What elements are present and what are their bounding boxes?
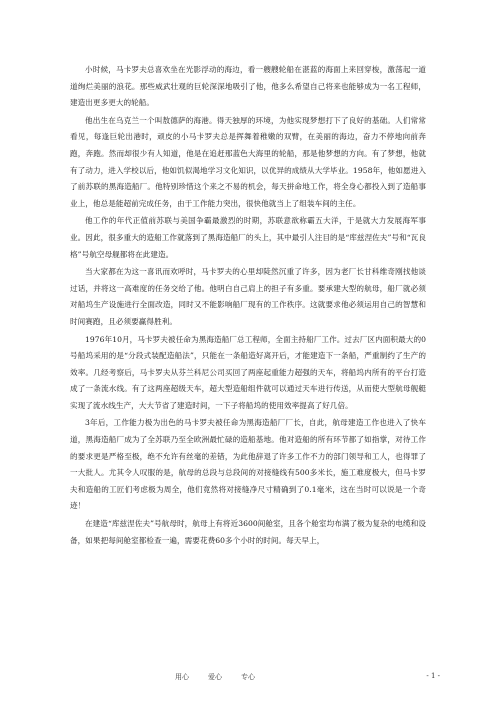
paragraph-6: 3年后，工作能力极为出色的马卡罗夫被任命为黑海造船厂厂长，自此，航母建造工作也进入了快车道，黑海造船厂成为了全苏联乃至全欧洲最忙碌的造船基地。他对造船的所有环节都了如指掌，对待工作的要求更是严格至极，绝不允许有丝毫的差错，为此他辞退了许多工作不力的部门领导和工人，也得罪了一大批人。尤其令人叹服的是，航母的总段与总段间的对接缝线有500多米长，施工难度极大，但马卡罗夫和造船的工匠们考虑极为周全，他们竟然将对接缝净尺寸精确到了0.1毫米，这在当时可以说是一个奇迹！ <box>70 418 426 511</box>
footer-word-1: 用心 <box>175 673 189 681</box>
footer-word-3: 专心 <box>241 673 255 681</box>
paragraph-2: 他出生在乌克兰一个叫敖德萨的海港。得天独厚的环境，为他实现梦想打下了良好的基础。人们常常看见，每逢巨轮出港时，顽皮的小马卡罗夫总是挥舞着稚嫩的双臂，在美丽的海边，奋力不停地向前奔跑，奔跑。然而却很少有人知道，他是在追赶那蓝色大海里的轮船，那是他梦想的方向。有了梦想，他就有了动力，进入学校以后，他如饥似渴地学习文化知识，以优异的成绩从大学毕业。1958年，他如愿进入了前苏联的黑海造船厂。他特别珍惜这个来之不易的机会，每天拼命地工作，将全身心都投入到了造船事业上，他总是能超前完成任务，由于工作能力突出，很快他就当上了组装车间的主任。 <box>70 115 426 208</box>
paragraph-7: 在建造“库兹涅佐夫”号航母时，航母上有将近3600间舱室，且各个舱室均布满了极为复杂的电缆和设备，如果把每间舱室都检查一遍，需要花费60多个小时的时间。每天早上， <box>70 519 426 545</box>
paragraph-3: 他工作的年代正值前苏联与美国争霸最激烈的时期，苏联意欲称霸五大洋，于是就大力发展海军事业。因此，很多重大的造船工作就落到了黑海造船厂的头上，其中最引人注目的是“库兹涅佐夫”号和“瓦良格”号航空母舰都将在此建造。 <box>70 216 426 259</box>
paragraph-4: 当大家都在为这一喜讯而欢呼时，马卡罗夫的心里却陡然沉重了许多，因为老厂长甘科维奇刚找他谈过话，并将这一高难度的任务交给了他。他明白自己肩上的担子有多重。要承建大型的航母，船厂就必须对船坞生产设施进行全面改造，同时又不能影响船厂现有的工作秩序。这就要求他必须运用自己的智慧和时间赛跑，且必须要赢得胜利。 <box>70 267 426 326</box>
paragraph-5: 1976年10月，马卡罗夫被任命为黑海造船厂总工程师，全面主持船厂工作。过去厂区内面积最大的0号船坞采用的是“分段式装配造船法”，只能在一条船造好离开后，才能建造下一条船，严重制约了生产的效率。几经考察后，马卡罗夫从芬兰科尼公司买回了两座起重能力超强的天车，将船坞内所有的平台打造成了一条流水线。有了这两座超级天车，超大型造船组件就可以通过天车进行传送，从而使大型航母舰艇实现了流水线生产，大大节省了建造时间，一下子将船坞的使用效率提高了好几倍。 <box>70 334 426 410</box>
document-body <box>70 62 426 549</box>
footer-word-2: 爱心 <box>208 673 222 681</box>
page-number: - 1 - <box>426 672 440 680</box>
footer-motto <box>175 672 274 682</box>
paragraph-1: 小时候，马卡罗夫总喜欢坐在光影浮动的海边，看一艘艘轮船在湛蓝的海面上来回穿梭，激荡起一道道绚烂美丽的浪花。那些威武壮观的巨轮深深地吸引了他，他多么希望自己将来也能够成为一名工程师，建造出更多更大的轮船。 <box>70 65 426 108</box>
